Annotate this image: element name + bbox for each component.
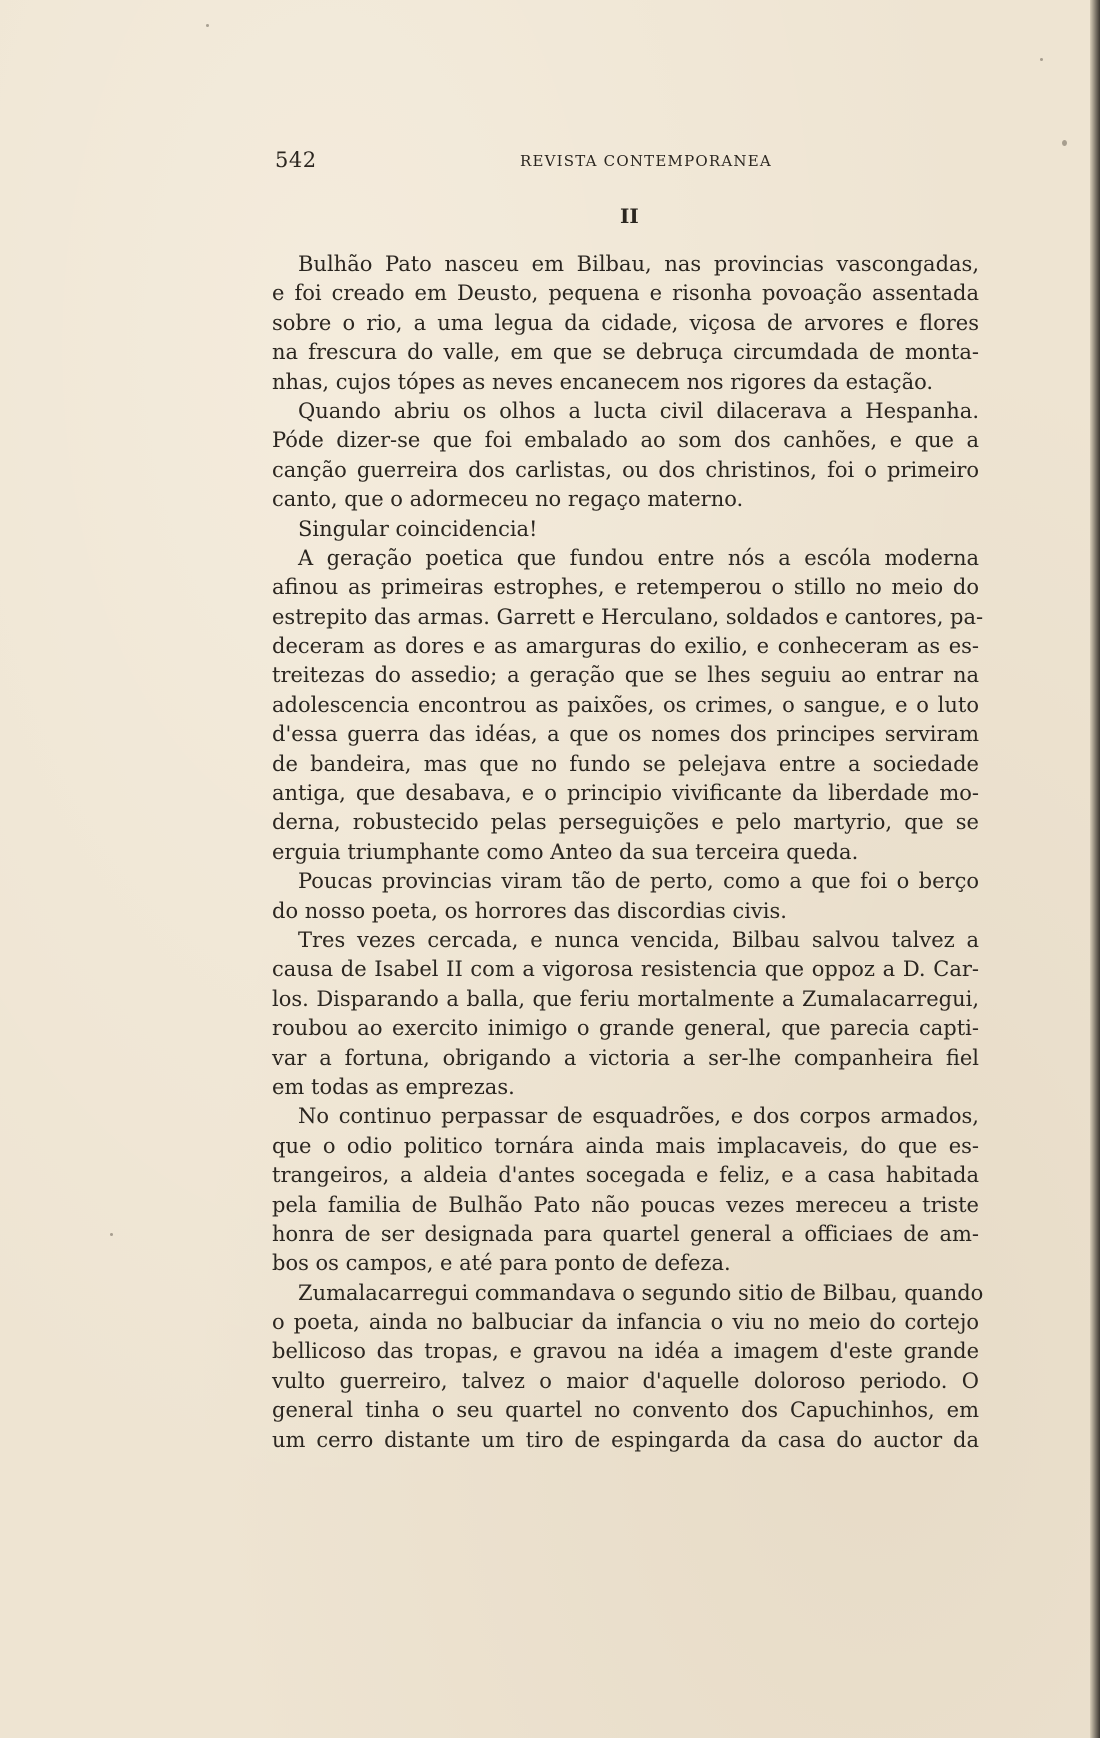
text-line: do nosso poeta, os horrores das discordias civis. <box>272 898 787 923</box>
text-line: vulto guerreiro, talvez o maior d'aquelle doloroso periodo. O <box>272 1368 979 1393</box>
page-edge-shadow <box>1090 0 1100 1738</box>
text-line: afinou as primeiras estrophes, e retemperou o stillo no meio do <box>272 575 979 600</box>
paper-speck <box>110 1233 113 1236</box>
text-line: em todas as emprezas. <box>272 1074 515 1099</box>
text-line: causa de Isabel II com a vigorosa resistencia que oppoz a D. Car- <box>272 957 979 982</box>
text-line: No continuo perpassar de esquadrões, e dos corpos armados, <box>298 1104 979 1129</box>
text-line: canção guerreira dos carlistas, ou dos christinos, foi o primeiro <box>272 457 979 482</box>
text-line: Zumalacarregui commandava o segundo sitio de Bilbau, quando <box>298 1280 984 1305</box>
text-line: A geração poetica que fundou entre nós a escóla moderna <box>298 545 979 570</box>
text-line: Bulhão Pato nasceu em Bilbau, nas provincias vascongadas, <box>298 252 979 276</box>
text-line: antiga, que desabava, e o principio vivificante da liberdade mo- <box>272 781 979 806</box>
text-line: canto, que o adormeceu no regaço materno. <box>272 487 744 512</box>
text-line: sobre o rio, a uma legua da cidade, viçosa de arvores e flores <box>272 310 979 335</box>
body-text <box>272 250 984 1455</box>
text-line: los. Disparando a balla, que feriu mortalmente a Zumalacarregui, <box>272 986 979 1011</box>
text-line: e foi creado em Deusto, pequena e risonha povoação assentada <box>272 281 979 306</box>
paper-speck <box>206 24 209 27</box>
text-line: var a fortuna, obrigando a victoria a ser-lhe companheira fiel <box>272 1045 979 1070</box>
section-heading: II <box>620 204 639 228</box>
text-line: adolescencia encontrou as paixões, os crimes, o sangue, e o luto <box>272 692 979 717</box>
text-line: d'essa guerra das idéas, a que os nomes dos principes serviram <box>272 722 979 747</box>
text-line: Poucas provincias viram tão de perto, como a que foi o berço <box>298 869 979 894</box>
text-line: Póde dizer-se que foi embalado ao som dos canhões, e que a <box>272 428 979 453</box>
paper-speck <box>1062 140 1067 146</box>
text-line: roubou ao exercito inimigo o grande general, que parecia capti- <box>272 1016 979 1041</box>
text-line: pela familia de Bulhão Pato não poucas vezes mereceu a triste <box>272 1192 979 1217</box>
text-line: general tinha o seu quartel no convento dos Capuchinhos, em <box>272 1398 979 1423</box>
text-line: erguia triumphante como Anteo da sua terceira queda. <box>272 839 859 864</box>
paper-speck <box>1040 58 1043 61</box>
text-line: o poeta, ainda no balbuciar da infancia o viu no meio do cortejo <box>272 1310 979 1335</box>
text-line: treitezas do assedio; a geração que se lhes seguiu ao entrar na <box>272 663 979 688</box>
text-line: bellicoso das tropas, e gravou na idéa a imagem d'este grande <box>272 1339 979 1364</box>
text-line: estrepito das armas. Garrett e Herculano, soldados e cantores, pa- <box>272 604 984 629</box>
text-line: derna, robustecido pelas perseguições e pelo martyrio, que se <box>272 810 979 835</box>
page-number: 542 <box>275 148 317 172</box>
text-line: nhas, cujos tópes as neves encanecem nos rigores da estação. <box>272 369 934 394</box>
text-line: deceram as dores e as amarguras do exilio, e conheceram as es- <box>272 634 979 659</box>
running-header <box>275 148 975 172</box>
text-line: que o odio politico tornára ainda mais implacaveis, do que es- <box>272 1133 979 1158</box>
running-title: REVISTA CONTEMPORANEA <box>520 152 772 170</box>
text-line: Singular coincidencia! <box>298 516 538 541</box>
text-line: de bandeira, mas que no fundo se pelejava entre a sociedade <box>272 751 979 776</box>
text-line: bos os campos, e até para ponto de defeza. <box>272 1251 731 1276</box>
text-line: Quando abriu os olhos a lucta civil dilacerava a Hespanha. <box>298 398 979 423</box>
text-line: na frescura do valle, em que se debruça circumdada de monta- <box>272 340 979 365</box>
text-line: Tres vezes cercada, e nunca vencida, Bilbau salvou talvez a <box>298 927 979 952</box>
text-line: trangeiros, a aldeia d'antes socegada e feliz, e a casa habitada <box>272 1163 979 1188</box>
text-line: um cerro distante um tiro de espingarda da casa do auctor da <box>272 1427 979 1452</box>
text-line: honra de ser designada para quartel general a officiaes de am- <box>272 1221 979 1246</box>
